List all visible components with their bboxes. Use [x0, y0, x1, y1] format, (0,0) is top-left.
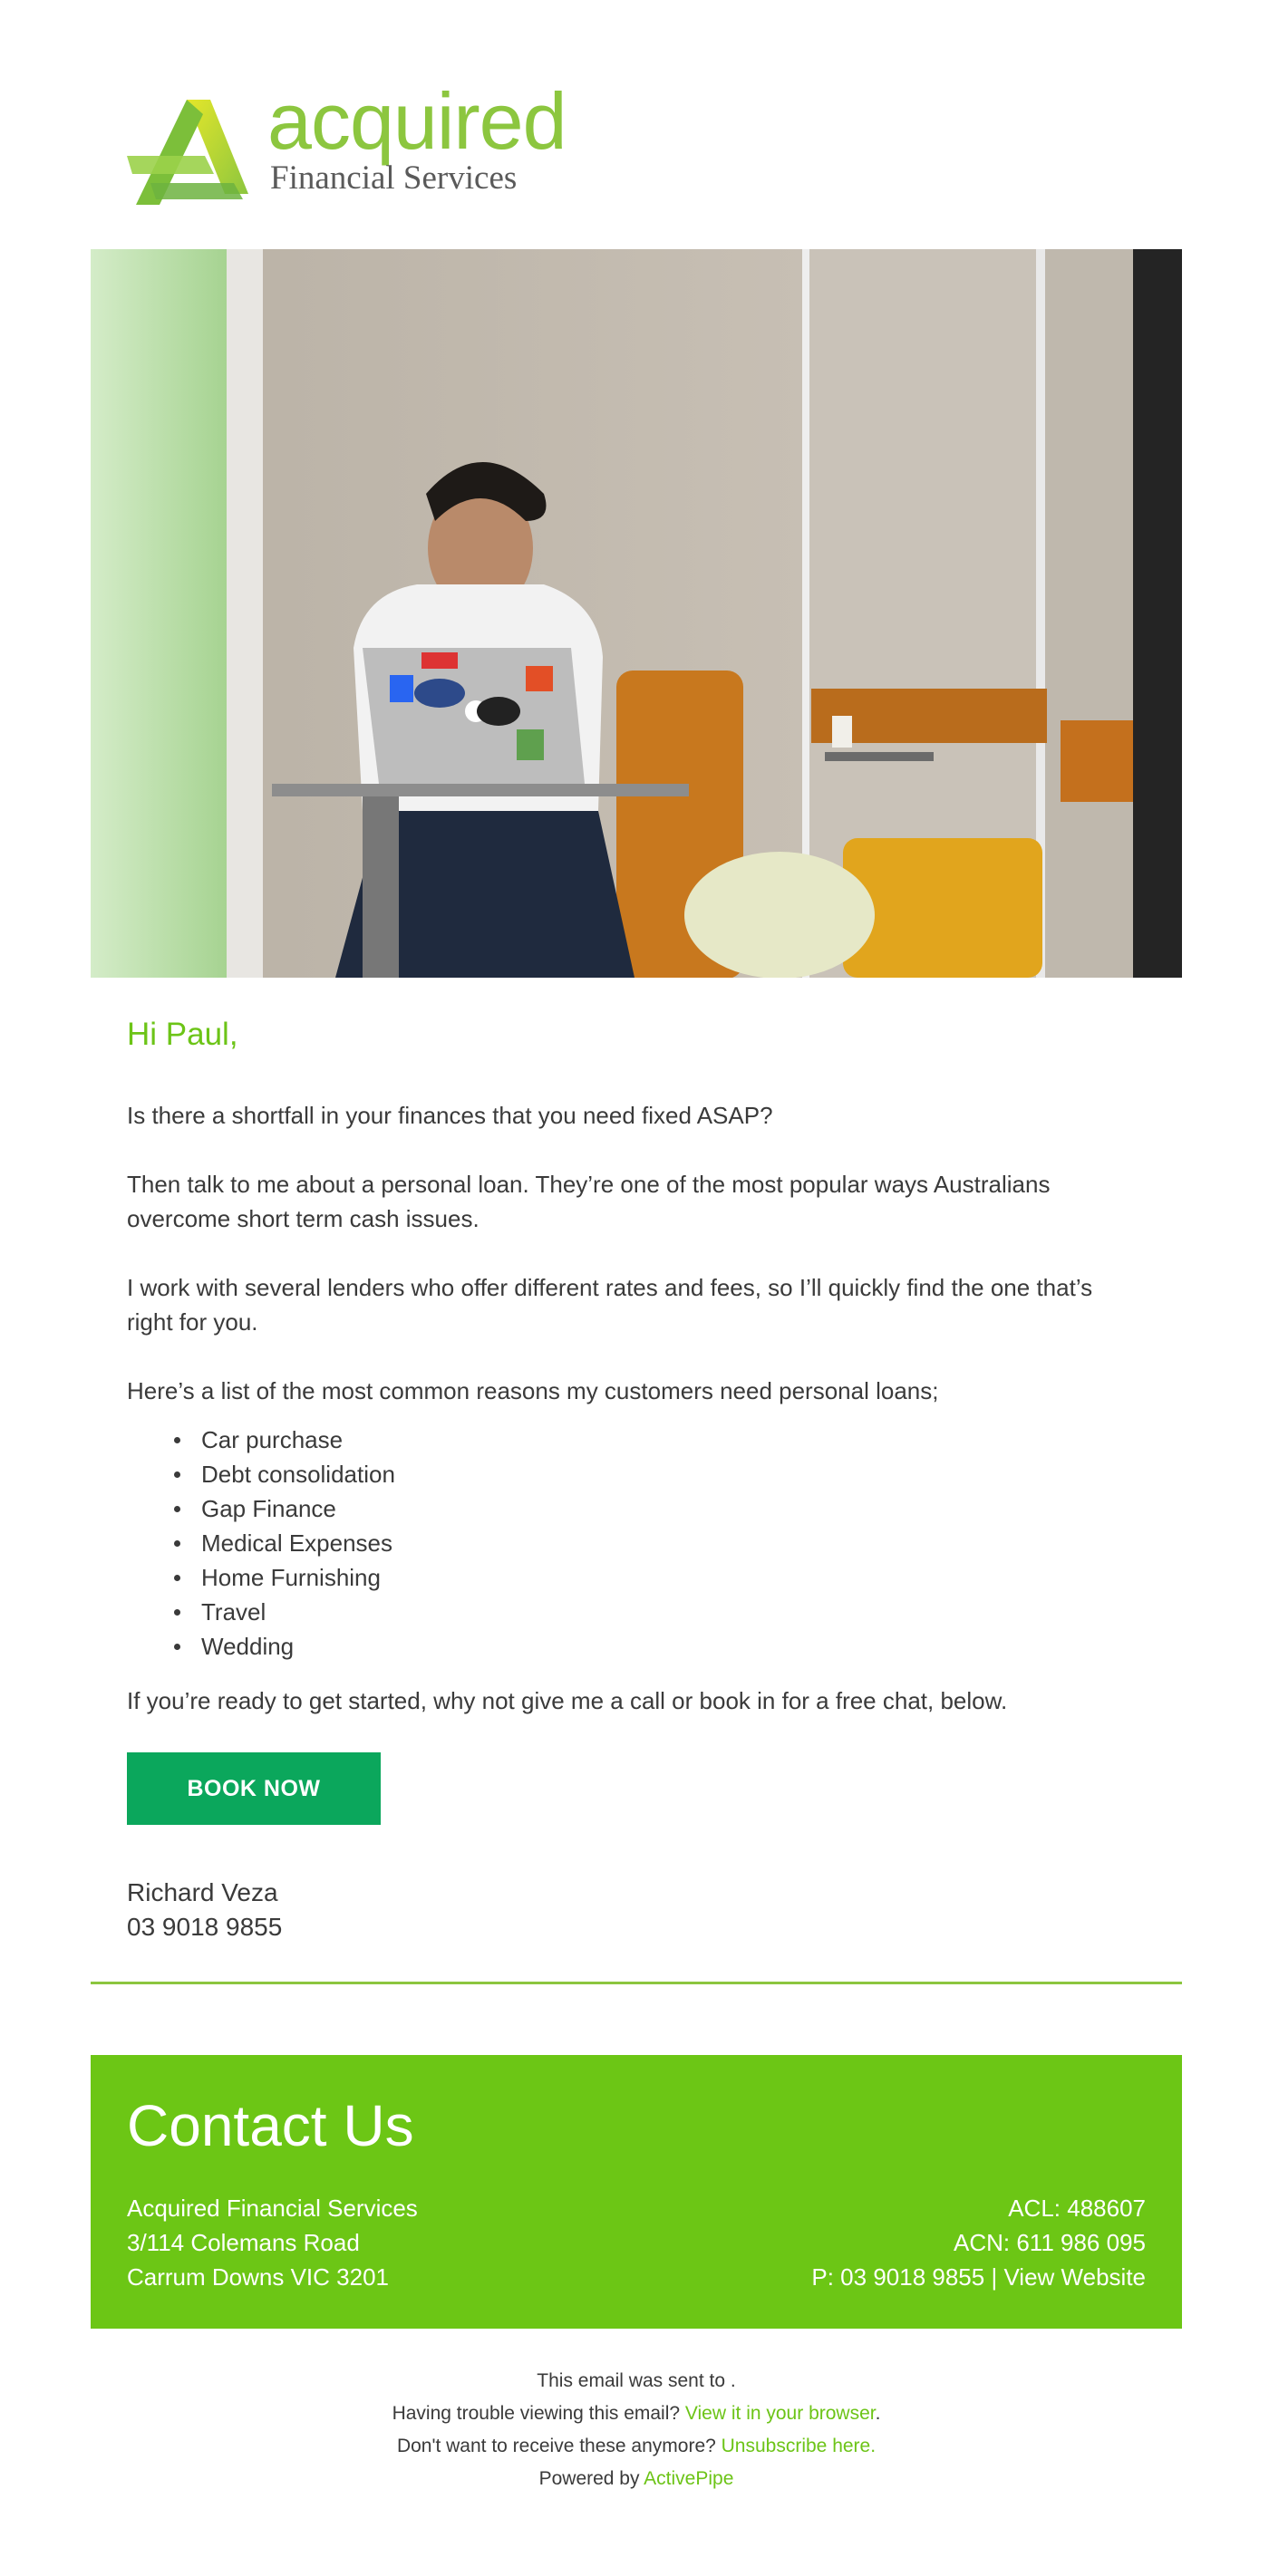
list-item: Wedding — [201, 1629, 1142, 1664]
paragraph-personal-loan: Then talk to me about a personal loan. They’re one of the most popular ways Australians overcome short term cash issues. — [127, 1171, 1051, 1232]
footer-unsub-text: Don't want to receive these anymore? — [396, 2436, 722, 2456]
footer-trouble-line — [91, 2398, 1182, 2430]
contact-separator: | — [984, 2263, 1004, 2291]
footer-powered-line — [91, 2463, 1182, 2495]
contact-section — [91, 2055, 1182, 2329]
contact-suburb: Carrum Downs VIC 3201 — [127, 2263, 389, 2291]
email-body — [127, 1013, 1142, 1825]
paragraph-closing: If you’re ready to get started, why not give me a call or book in for a free chat, below. — [127, 1687, 1008, 1714]
list-item: Gap Finance — [201, 1491, 1142, 1526]
logo-brand-text: acquired — [267, 76, 567, 166]
email-footer — [91, 2365, 1182, 2495]
company-logo[interactable] — [127, 76, 671, 214]
greeting: Hi Paul, — [127, 1017, 238, 1052]
view-in-browser-link[interactable]: View it in your browser — [684, 2403, 876, 2424]
paragraph-intro: Is there a shortfall in your finances that you need fixed ASAP? — [127, 1102, 773, 1129]
signature — [127, 1876, 282, 1944]
contact-acl: ACL: 488607 — [1008, 2195, 1146, 2222]
list-item: Medical Expenses — [201, 1526, 1142, 1560]
signature-name: Richard Veza — [127, 1878, 278, 1906]
contact-street: 3/114 Colemans Road — [127, 2229, 360, 2256]
logo-subtitle: Financial Services — [270, 159, 518, 197]
contact-details — [811, 2191, 1146, 2294]
list-item: Car purchase — [201, 1423, 1142, 1457]
paragraph-lenders: I work with several lenders who offer different rates and fees, so I’ll quickly find the one that’s right for you. — [127, 1274, 1093, 1336]
hero-image — [91, 249, 1182, 978]
contact-company: Acquired Financial Services — [127, 2195, 418, 2222]
reasons-list — [127, 1423, 1142, 1664]
book-now-button[interactable]: BOOK NOW — [127, 1752, 381, 1825]
list-item: Home Furnishing — [201, 1560, 1142, 1595]
paragraph-list-intro: Here’s a list of the most common reasons my customers need personal loans; — [127, 1377, 939, 1404]
acquired-logo-icon — [127, 98, 248, 205]
list-item: Debt consolidation — [201, 1457, 1142, 1491]
man-with-laptop-photo — [91, 249, 1182, 978]
footer-powered-text: Powered by — [538, 2468, 644, 2489]
section-divider — [91, 1982, 1182, 1984]
unsubscribe-link[interactable]: Unsubscribe here. — [721, 2436, 877, 2456]
signature-phone[interactable]: 03 9018 9855 — [127, 1913, 283, 1941]
contact-phone[interactable]: P: 03 9018 9855 — [811, 2263, 985, 2291]
activepipe-link[interactable]: ActivePipe — [644, 2468, 734, 2489]
contact-phone-website — [811, 2260, 1146, 2294]
footer-trouble-text: Having trouble viewing this email? — [392, 2403, 685, 2424]
footer-sent-to: This email was sent to . — [537, 2370, 736, 2391]
list-item: Travel — [201, 1595, 1142, 1629]
footer-trouble-end: . — [875, 2403, 881, 2424]
view-website-link[interactable]: View Website — [1003, 2263, 1146, 2291]
footer-unsubscribe-line — [91, 2430, 1182, 2463]
contact-title: Contact Us — [127, 2093, 414, 2158]
contact-acn: ACN: 611 986 095 — [954, 2229, 1146, 2256]
contact-address — [127, 2191, 418, 2294]
